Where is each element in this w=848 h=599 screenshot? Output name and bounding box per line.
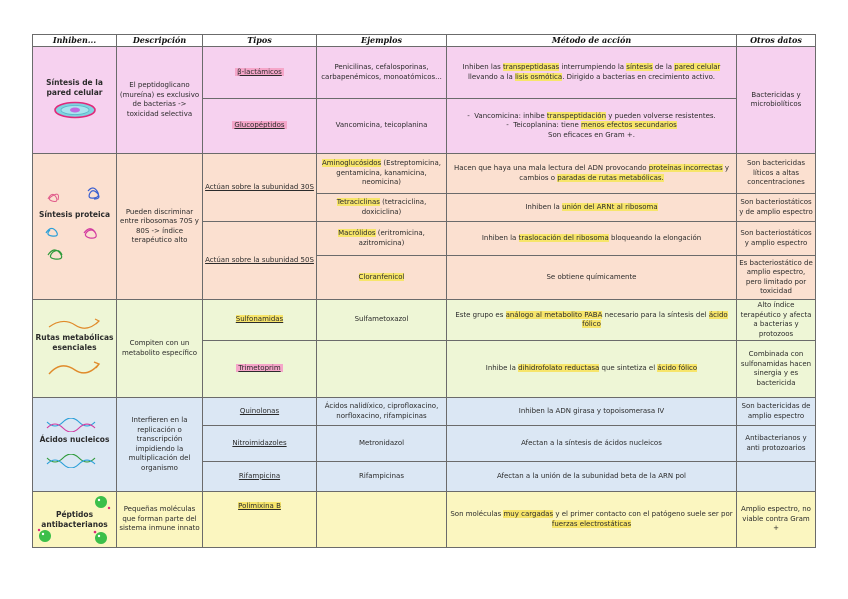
tipo-cell — [203, 341, 317, 398]
ejemplos-rifampicina: Rifampicinas — [317, 462, 447, 492]
otros-macrolidos: Son bacteriostáticos y amplio espectro — [737, 222, 816, 256]
metodo-polimixina — [447, 492, 737, 548]
otros-cloranfenicol: Es bacteriostático de amplio espectro, pero limitado por toxicidad — [737, 256, 816, 300]
text: Inhiben la — [525, 202, 563, 211]
bacterial-cell-icon — [53, 101, 97, 119]
tipo-cell — [203, 222, 317, 300]
text: bloqueando la elongación — [608, 233, 702, 242]
highlight: muy cargadas — [503, 510, 554, 518]
highlight: Cloranfenicol — [358, 272, 405, 281]
table-row — [33, 154, 816, 194]
ejemplos-glucopeptidos: Vancomicina, teicoplanina — [317, 99, 447, 154]
ejemplos-quinolonas: Ácidos nalidíxico, ciprofloxacino, norfloxacino, rifampicinas — [317, 398, 447, 426]
text: Inhibe la — [485, 364, 519, 373]
metodo-rifampicina: Afectan a la unión de la subunidad beta de la ARN pol — [447, 462, 737, 492]
otros-rifampicina — [737, 462, 816, 492]
metodo-aminoglucosidos — [447, 154, 737, 194]
col-header-inhiben: Inhiben... — [33, 35, 117, 47]
metodo-cloranfenicol: Se obtiene químicamente — [447, 256, 737, 300]
group-desc-rutas: Compiten con un metabolito específico — [117, 300, 203, 398]
group-desc-pared: El peptidoglicano (mureína) es exclusivo de bacterias -> toxicidad selectiva — [117, 47, 203, 154]
table-row — [33, 398, 816, 426]
dna-helix-icon — [45, 418, 105, 432]
text: . Dirigido a bacterias en crecimiento activo. — [562, 72, 716, 81]
text: Hacen que haya una mala lectura del ADN provocando — [453, 164, 649, 172]
ejemplos-trimetoprim — [317, 341, 447, 398]
group-cell-peptidos — [33, 492, 117, 548]
text: y pueden volverse resistentes. — [606, 111, 716, 120]
group-title-pared: Síntesis de la pared celular — [46, 78, 103, 97]
header-row — [33, 35, 816, 47]
highlight: síntesis — [626, 63, 653, 71]
col-header-otros: Otros datos — [737, 35, 816, 47]
text: Este grupo es — [455, 310, 506, 319]
otros-tetraciclinas: Son bacteriostáticos y de amplio espectro — [737, 194, 816, 222]
text: llevando a la — [467, 72, 515, 81]
tipo-nitroimidazoles: Nitroimidazoles — [232, 438, 287, 447]
tipo-subunidad-50s: Actúan sobre la subunidad 50S — [205, 255, 314, 264]
tipo-cell — [203, 47, 317, 99]
metodo-sulfonamidas — [447, 300, 737, 341]
col-header-ejemplos: Ejemplos — [317, 35, 447, 47]
metodo-quinolonas: Inhiben la ADN girasa y topoisomerasa IV — [447, 398, 737, 426]
tipo-beta-lactamicos: β-lactámicos — [237, 67, 282, 76]
highlight: lisis osmótica — [514, 72, 563, 81]
otros-nitroimidazoles: Antibacterianos y anti protozoarios — [737, 426, 816, 462]
otros-trimetoprim: Combinada con sulfonamidas hacen sinergia y es bactericida — [737, 341, 816, 398]
bullet-teicoplanina: - Teicoplanina: tiene menos efectos secundarios — [506, 121, 677, 130]
tipo-quinolonas: Quinolonas — [239, 406, 280, 415]
metodo-nitroimidazoles: Afectan a la síntesis de ácidos nucleicos — [447, 426, 737, 462]
highlight: paradas de rutas metabólicas. — [557, 173, 664, 182]
group-cell-rutas — [33, 300, 117, 398]
highlight: menos efectos secundarios — [581, 121, 677, 130]
gram-note: Son eficaces en Gram +. — [548, 130, 635, 139]
group-cell-proteica — [33, 154, 117, 300]
ejemplos-polimixina — [317, 492, 447, 548]
highlight: Macrólidos — [338, 229, 376, 237]
highlight: Tetraciclinas — [336, 198, 380, 206]
highlight: traslocación del ribosoma — [518, 233, 609, 242]
group-title-acidos: Ácidos nucleicos — [39, 434, 110, 444]
text: interrumpiendo la — [559, 63, 627, 71]
group-desc-proteica: Pueden discriminar entre ribosomas 70S y 80S -> índice terapéutico alto — [117, 154, 203, 300]
text: Inhiben las — [462, 63, 503, 71]
tipo-cell — [203, 154, 317, 222]
text: Vancomicina: inhibe — [474, 111, 547, 120]
highlight: pared celular — [674, 63, 721, 71]
ribosome-scribble-icon — [40, 219, 110, 265]
otros-quinolonas: Son bactericidas de amplio espectro — [737, 398, 816, 426]
group-title-proteica: Síntesis proteica — [38, 209, 111, 219]
tipo-cell — [203, 300, 317, 341]
tipo-rifampicina: Rifampicina — [238, 471, 281, 480]
table-row — [33, 492, 816, 548]
text: necesario para la síntesis del — [602, 310, 709, 319]
metodo-trimetoprim — [447, 341, 737, 398]
group-cell-acidos — [33, 398, 117, 492]
ejemplos-beta-lactamicos: Penicilinas, cefalosporinas, carbapenémicos, monoatómicos... — [317, 47, 447, 99]
curvy-arrow-icon — [45, 358, 105, 380]
ejemplos-sulfonamidas: Sulfametoxazol — [317, 300, 447, 341]
tipo-polimixina: Polimixina B — [238, 502, 281, 510]
metodo-glucopeptidos — [447, 99, 737, 154]
curvy-arrow-icon — [45, 315, 105, 331]
group-desc-acidos: Interfieren en la replicación o transcripción impidiendo la multiplicación del organismo — [117, 398, 203, 492]
tipo-cell — [203, 462, 317, 492]
text: (eritromicina, azitromicina) — [358, 229, 425, 247]
highlight: dihidrofolato reductasa — [518, 364, 600, 373]
text: Son moléculas — [450, 510, 504, 518]
text: y el primer contacto con el patógeno suele ser por — [553, 510, 733, 518]
col-header-tipos: Tipos — [203, 35, 317, 47]
tipo-cell — [203, 492, 317, 548]
highlight: transpeptidación — [546, 111, 607, 120]
group-title-peptidos: Péptidos antibacterianos — [41, 510, 108, 529]
col-header-descripcion: Descripción — [117, 35, 203, 47]
tipo-trimetoprim: Trimetoprim — [238, 364, 281, 373]
highlight: proteínas incorrectas — [648, 164, 723, 172]
group-title-rutas: Rutas metabólicas esenciales — [35, 333, 114, 352]
table-row — [33, 300, 816, 341]
text: y cambios o — [519, 164, 729, 182]
tipo-cell — [203, 426, 317, 462]
ejemplos-cloranfenicol — [317, 256, 447, 300]
highlight: Aminoglucósidos — [322, 159, 382, 168]
tipo-cell — [203, 99, 317, 154]
text: Teicoplanina: tiene — [513, 121, 582, 130]
tipo-cell — [203, 398, 317, 426]
highlight: unión del ARNt al ribosoma — [562, 202, 658, 211]
dna-helix-icon — [45, 454, 105, 468]
table-row — [33, 47, 816, 99]
otros-sulfonamidas: Alto índice terapéutico y afecta a bacterias y protozoos — [737, 300, 816, 341]
metodo-tetraciclinas — [447, 194, 737, 222]
ejemplos-aminoglucosidos — [317, 154, 447, 194]
col-header-metodo: Método de acción — [447, 35, 737, 47]
bullet-vancomicina: - Vancomicina: inhibe transpeptidación y pueden volverse resistentes. — [467, 111, 716, 120]
text: de la — [652, 63, 675, 71]
antibiotics-table — [32, 34, 816, 548]
ejemplos-tetraciclinas — [317, 194, 447, 222]
ejemplos-nitroimidazoles: Metronidazol — [317, 426, 447, 462]
highlight: ácido fólico — [657, 364, 698, 373]
metodo-beta-lactamicos — [447, 47, 737, 99]
highlight: fuerzas electrostáticas — [551, 519, 632, 528]
highlight: análogo al metabolito PABA — [505, 310, 603, 319]
ejemplos-macrolidos — [317, 222, 447, 256]
otros-aminoglucosidos: Son bactericidas líticos a altas concentraciones — [737, 154, 816, 194]
group-desc-peptidos: Pequeñas moléculas que forman parte del sistema inmune innato — [117, 492, 203, 548]
text: (Estreptomicina, gentamicina, kanamicina, neomicina) — [336, 159, 441, 187]
text: (tetraciclina, doxiciclina) — [361, 198, 427, 216]
otros-pared: Bactericidas y microbiolíticos — [737, 47, 816, 154]
metodo-macrolidos — [447, 222, 737, 256]
tipo-subunidad-30s: Actúan sobre la subunidad 30S — [205, 182, 314, 191]
highlight: ácido fólico — [582, 310, 728, 328]
text: Inhiben la — [481, 233, 519, 242]
tipo-sulfonamidas: Sulfonamidas — [235, 315, 284, 324]
text: que sintetiza el — [599, 364, 658, 373]
tipo-glucopeptidos: Glucopéptidos — [234, 121, 285, 130]
highlight: transpeptidasas — [503, 63, 560, 71]
group-cell-pared — [33, 47, 117, 154]
ribosome-scribble-icon — [40, 185, 110, 207]
otros-polimixina: Amplio espectro, no viable contra Gram + — [737, 492, 816, 548]
